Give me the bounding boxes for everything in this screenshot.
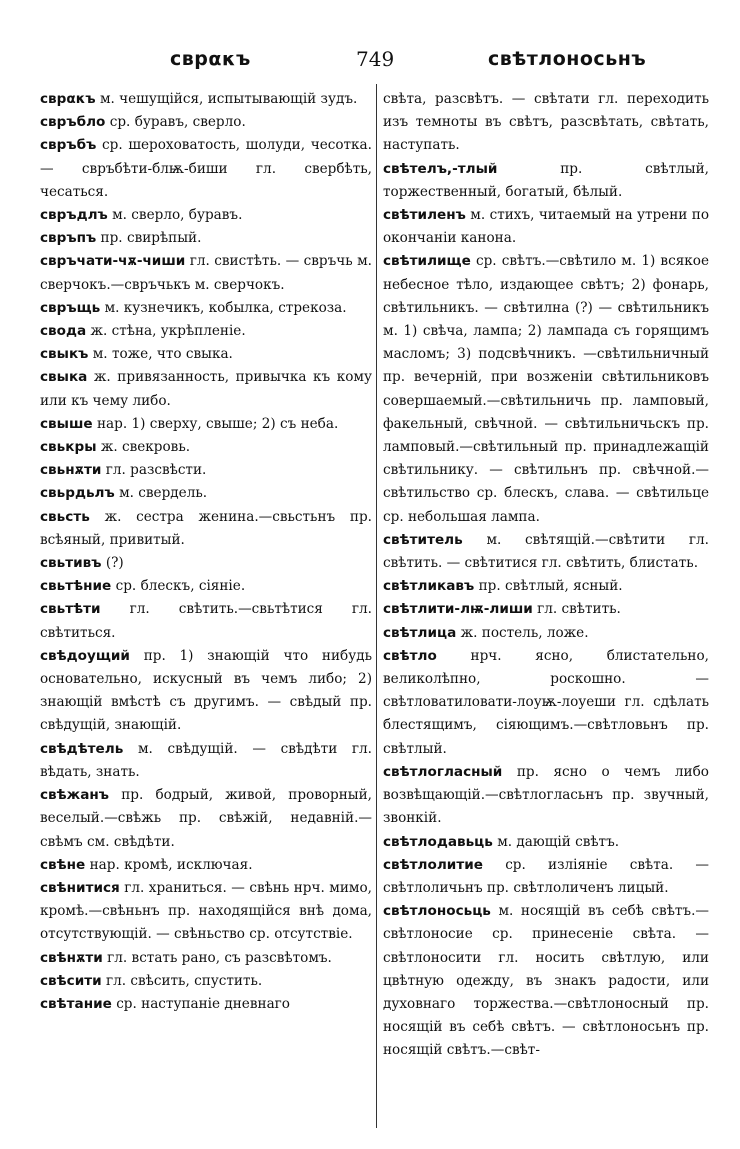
dictionary-entry [383,575,709,598]
right-column [383,88,709,1128]
entry-headword: свькры [40,439,97,456]
entry-headword: свѣтлодавьць [383,833,493,850]
dictionary-entry [40,320,372,343]
entry-definition: ср. блескъ, сіяніе. [115,578,246,595]
entry-headword: свьрдьлъ [40,485,115,502]
dictionary-entry [40,482,372,505]
entry-definition: м. кузнечикъ, кобылка, стрекоза. [104,299,347,316]
entry-definition: м. чешущійся, испытывающій зудъ. [99,91,358,107]
dictionary-entry [40,250,372,296]
entry-headword: свръбъ [40,137,97,154]
dictionary-entry [383,622,709,645]
left-column [40,88,372,1128]
dictionary-entry [40,227,372,250]
entry-headword: свѣтлолитие [383,856,483,873]
entry-definition: м. дающій свѣтъ. [497,833,620,850]
entry-definition: пр. свирѣпый. [100,230,202,247]
entry-definition: ср. наступаніе дневнаго [116,995,290,1012]
dictionary-entry [40,204,372,227]
entry-headword: свѣтло [383,647,437,664]
entry-headword: свръпъ [40,230,97,247]
dictionary-entry [383,831,709,854]
entry-headword: свръщь [40,299,101,316]
entry-definition: нрч. ясно, блистательно, великолѣпно, роскошно. — свѣтловатиловати-лоуѭ-лоуеши гл. сдѣлать блестящимъ, сіяющимъ.—свѣтловьнъ пр. свѣтлый. [383,647,709,757]
entry-definition: гл. свѣтить. [537,601,621,618]
entry-definition: ср. шероховатость, шолуди, чесотка. — свръбѣти-блѭ-биши гл. свербѣть, чесаться. [40,137,372,200]
dictionary-entry [40,366,372,412]
entry-definition: гл. храниться. — свѣнь нрч. мимо, кромѣ.—свѣньнъ пр. находящійся внѣ дома, отсутствующій. — свѣньство ср. отсутствіе. [40,879,372,943]
dictionary-entry [383,854,709,900]
dictionary-entry [383,900,709,1062]
entry-definition: м. тоже, что свыка. [92,346,233,363]
entry-headword: свѣнитися [40,879,120,896]
entry-definition: гл. разсвѣсти. [105,462,207,479]
entry-headword: свѣтлица [383,624,457,641]
entry-headword: свьтивъ [40,555,102,572]
dictionary-entry [383,158,709,204]
entry-definition: пр. ясно о чемъ либо возвѣщающій.—свѣтлогласьнъ пр. звучный, звонкій. [383,763,709,827]
entry-headword: свьтѣти [40,601,101,618]
dictionary-entry [40,877,372,947]
dictionary-entry [40,111,372,134]
dictionary-entry [40,645,372,738]
entry-definition: м. свѣтящій.—свѣтити гл. свѣтить. — свѣтитися гл. свѣтить, блистать. [383,531,709,572]
entry-headword: свода [40,323,87,340]
entry-headword: свѣтание [40,995,112,1012]
dictionary-entry [40,575,372,598]
dictionary-entry [40,738,372,784]
column-divider [376,84,377,1128]
dictionary-entry [40,598,372,644]
dictionary-entry [40,947,372,970]
entry-headword: свьтѣние [40,578,112,595]
entry-definition: пр. бодрый, живой, проворный, веселый.—свѣжь пр. свѣжій, недавній.—свѣмъ см. свѣдѣти. [40,787,372,850]
entry-definition: нар. 1) сверху, свыше; 2) съ неба. [96,415,339,432]
dictionary-entry [40,459,372,482]
entry-definition: м. стихъ, читаемый на утрени по окончаніи канона. [383,207,709,247]
entry-headword: свръбло [40,114,106,131]
entry-definition: пр. 1) знающій что нибудь основательно, искусный въ чемъ либо; 2) знающій вмѣстѣ съ другимъ. — свѣдый пр. свѣдущій, знающій. [40,647,372,734]
entry-definition: ср. свѣтъ.—свѣтило м. 1) всякое небесное тѣло, издающее свѣтъ; 2) фонарь, свѣтильникъ. — свѣтилна (?) — свѣтильникъ м. 1) свѣча, лампа; 2) лампада съ горящимъ масломъ; 3) подсвѣчникъ. —свѣтильничный пр. вечерній, при возженіи свѣтильниковъ совершаемый.—свѣтильничь пр. ламповый, факельный, свѣчной. — свѣтильничьскъ пр. ламповый.—свѣтильный пр. принадлежащій свѣтильнику. — свѣтильнъ пр. свѣчной.—свѣтильство ср. блескъ, слава. — свѣтильце ср. небольшая лампа. [383,253,709,525]
dictionary-entry [40,993,372,1016]
entry-headword: свръчати-чѫ-чиши [40,253,186,270]
entry-definition: м. свѣдущій. — свѣдѣти гл. вѣдать, знать. [40,740,372,780]
entry-definition: пр. свѣтлый, ясный. [478,578,623,595]
entry-definition: пр. свѣтлый, торжественный, богатый, бѣлый. [383,160,709,200]
entry-headword: свѣтликавъ [383,578,475,595]
entry-definition: м. носящій въ себѣ свѣтъ.—свѣтлоносие ср. принесеніе свѣта. — свѣтлоносити гл. носить свѣтлую, или цвѣтную одежду, въ знакъ радости, или духовнаго торжества.—свѣтлоносный пр. носящій въ себѣ свѣтъ. — свѣтлоносьнъ пр. носящій свѣтъ.—свѣт- [383,903,709,1059]
dictionary-entry [40,134,372,204]
entry-headword: сврακъ [40,91,96,107]
entry-definition: ж. сестра женина.—свьстьнъ пр. всѣяный, привитый. [40,508,372,548]
entry-definition: ж. привязанность, привычка къ кому или къ чему либо. [40,369,372,409]
entry-headword: свыкъ [40,346,89,363]
entry-headword: свѣне [40,856,86,873]
dictionary-entry [40,970,372,993]
entry-definition: нар. кромѣ, исключая. [89,856,253,873]
running-head-left: сврακъ [170,48,251,70]
entry-definition: гл. свѣтить.—свьтѣтися гл. свѣтиться. [40,601,372,641]
entry-headword: свѣсити [40,972,102,989]
entry-headword: свръдлъ [40,207,108,224]
entry-headword: свьнѫти [40,462,102,479]
dictionary-entry [40,343,372,366]
dictionary-entry [40,413,372,436]
dictionary-entry [40,552,372,575]
entry-definition: ср. буравъ, сверло. [109,114,246,131]
entry-headword: свыка [40,369,88,386]
entry-definition: ср. изліяніе свѣта. — свѣтлоличьнъ пр. свѣтлоличенъ лицый. [383,856,709,896]
dictionary-entry [383,204,709,250]
entry-definition: свѣта, разсвѣтъ. — свѣтати гл. переходить изъ темноты въ свѣтъ, разсвѣтать, свѣтать, наступать. [383,91,709,154]
entry-headword: свѣтиленъ [383,207,466,224]
page-number: 749 [356,47,395,71]
entry-definition: гл. встать рано, съ разсвѣтомъ. [107,949,332,966]
entry-headword: свѣнѫти [40,949,103,966]
entry-definition: ж. постель, ложе. [460,624,589,641]
entry-definition: ж. свекровь. [100,439,191,456]
entry-headword: свѣтлоносьць [383,903,491,920]
entry-headword: свѣтлогласный [383,763,503,780]
entry-headword: свѣтелъ,-тлый [383,160,498,177]
dictionary-entry [383,529,709,575]
entry-headword: свѣдѣтель [40,740,124,757]
entry-definition: гл. свистѣть. — свръчь м. сверчокъ.—свръчькъ м. сверчокъ. [40,253,372,293]
dictionary-entry [40,436,372,459]
entry-headword: свьсть [40,508,90,525]
entry-definition: м. свердель. [119,485,208,502]
dictionary-entry [40,297,372,320]
entry-headword: свѣтитель [383,531,463,548]
dictionary-entry [40,88,372,111]
dictionary-entry [40,506,372,552]
entry-definition: ж. стѣна, укрѣпленіе. [90,323,246,340]
entry-headword: свѣжанъ [40,787,109,804]
entry-headword: свѣдоущий [40,647,130,664]
dictionary-entry [383,761,709,831]
dictionary-entry [40,854,372,877]
entry-headword: свѣтлити-лѭ-лиши [383,601,533,618]
dictionary-entry [383,645,709,761]
entry-headword: свыше [40,415,93,432]
running-head-right: свѣтлоносьнъ [488,48,647,70]
dictionary-entry [40,784,372,854]
entry-headword: свѣтилище [383,253,471,270]
entry-definition: гл. свѣсить, спустить. [105,972,263,989]
entry-definition: м. сверло, буравъ. [112,207,243,224]
entry-definition: (?) [105,555,124,572]
dictionary-entry [383,88,709,158]
dictionary-entry [383,250,709,528]
dictionary-entry [383,598,709,621]
